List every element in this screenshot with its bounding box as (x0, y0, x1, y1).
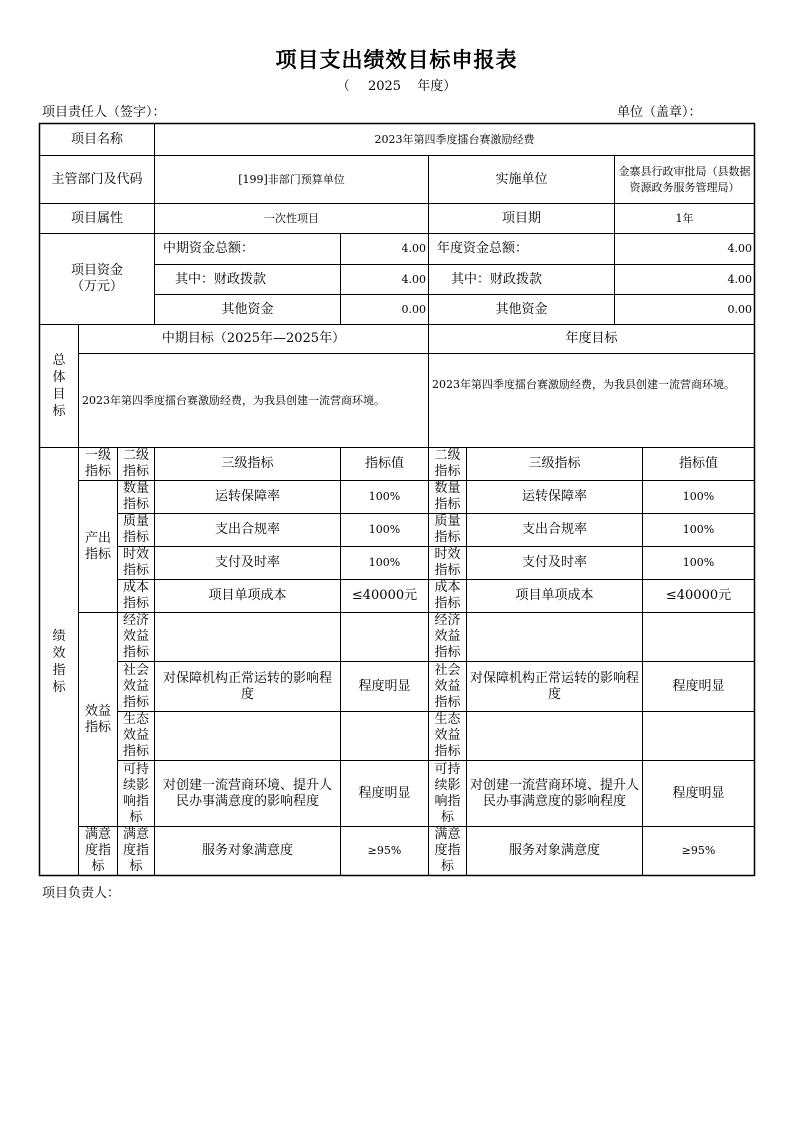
value-right: 程度明显 (672, 678, 725, 694)
value-left: 100% (368, 556, 401, 569)
value-left (341, 613, 428, 661)
level2-left: 社会效益指标 (122, 662, 149, 710)
annual-total-label: 年度资金总额： (437, 241, 529, 256)
benefit-indicators-label: 效益指标 (84, 703, 111, 735)
value-right: 100% (682, 490, 715, 503)
level3-right: 服务对象满意度 (508, 843, 600, 858)
level3-left: 运转保障率 (214, 489, 280, 504)
header-level1-left: 一级指标 (84, 448, 111, 479)
level2-right: 成本指标 (434, 580, 461, 611)
level3-right (467, 712, 642, 760)
output-indicators-label: 产出指标 (84, 530, 111, 562)
value-right (643, 712, 754, 760)
value-right (643, 613, 754, 661)
mid-total-value: 4.00 (401, 242, 426, 255)
annual-other-value: 0.00 (727, 302, 752, 316)
annual-total-value: 4.00 (727, 242, 752, 255)
level2-left: 满意度指标 (122, 827, 149, 874)
level2-right: 可持续影响指标 (434, 761, 461, 825)
annual-fiscal-label: 其中：财政拨款 (451, 271, 543, 287)
project-leader-label: 项目负责人： (42, 886, 121, 901)
level2-left: 经济效益指标 (122, 613, 149, 660)
level2-left: 成本指标 (122, 580, 149, 611)
level3-left: 对保障机构正常运转的影响程度 (162, 670, 332, 702)
annual-fiscal-value: 4.00 (727, 272, 752, 286)
level3-right: 对保障机构正常运转的影响程度 (470, 670, 640, 702)
header-level3-left: 三级指标 (221, 456, 274, 471)
value-left: 100% (368, 490, 401, 503)
level3-left: 对创建一流营商环境、提升人民办事满意度的影响程度 (162, 777, 332, 809)
level2-right: 质量指标 (434, 514, 461, 545)
mid-goal-header: 中期目标（2025年—2025年） (161, 331, 346, 346)
attribute-label: 项目属性 (70, 210, 123, 226)
level3-left: 支付及时率 (214, 555, 280, 570)
level3-right (467, 613, 642, 661)
implementer-label: 实施单位 (495, 171, 548, 187)
mid-fiscal-value: 4.00 (401, 272, 426, 286)
level2-right: 生态效益指标 (434, 712, 461, 759)
mid-other-label: 其他资金 (221, 301, 274, 317)
value-right: 100% (682, 523, 715, 536)
annual-goal-header: 年度目标 (565, 331, 618, 346)
level3-right: 对创建一流营商环境、提升人民办事满意度的影响程度 (470, 777, 640, 809)
project-name-label: 项目名称 (70, 131, 123, 147)
level3-left: 支出合规率 (214, 522, 280, 537)
level2-right: 满意度指标 (434, 827, 461, 874)
level3-right: 运转保障率 (521, 489, 587, 504)
responsible-signature-label: 项目责任人（签字）： (42, 105, 166, 120)
level2-left: 时效指标 (122, 547, 149, 578)
form-title: 项目支出绩效目标申报表 (275, 48, 518, 72)
value-left: 程度明显 (358, 785, 411, 801)
header-level3-right: 三级指标 (528, 456, 581, 471)
level2-left: 数量指标 (122, 481, 149, 512)
year-value: 2025 (367, 79, 402, 94)
value-right: 100% (682, 556, 715, 569)
level2-right: 数量指标 (434, 481, 461, 512)
level3-left (155, 712, 340, 760)
value-right: ≥95% (681, 844, 716, 857)
level2-left: 质量指标 (122, 514, 149, 545)
header-level2-left: 二级指标 (122, 448, 149, 479)
funds-label: 项目资金（万元） (70, 263, 123, 294)
level2-right: 时效指标 (434, 547, 461, 578)
value-right: ≤40000元 (665, 588, 732, 603)
period-value: 1年 (675, 211, 694, 225)
year-suffix: 年度） (417, 79, 457, 94)
mid-total-label: 中期资金总额： (163, 241, 255, 256)
value-left: 100% (368, 523, 401, 536)
value-right: 程度明显 (672, 785, 725, 801)
department-value: [199]非部门预算单位 (238, 172, 345, 186)
project-name-value: 2023年第四季度擂台赛激励经费 (374, 132, 535, 146)
header-value-right: 指标值 (678, 456, 718, 471)
attribute-value: 一次性项目 (264, 211, 319, 225)
level2-right: 经济效益指标 (434, 613, 461, 660)
satisfaction-indicators-label: 满意度指标 (84, 827, 111, 874)
level2-left: 可持续影响指标 (122, 761, 149, 825)
level3-right: 支付及时率 (521, 555, 587, 570)
level3-right: 项目单项成本 (515, 588, 594, 603)
period-label: 项目期 (501, 210, 541, 226)
value-left: ≤40000元 (351, 588, 418, 603)
annual-other-label: 其他资金 (495, 301, 548, 317)
unit-seal-label: 单位（盖章）： (617, 105, 702, 120)
year-open: （ (336, 79, 350, 94)
implementer-value: 金寨县行政审批局（县数据资源政务服务管理局） (618, 164, 751, 194)
header-level2-right: 二级指标 (434, 448, 461, 479)
mid-other-value: 0.00 (401, 302, 426, 316)
value-left (341, 712, 428, 760)
mid-goal-text: 2023年第四季度擂台赛激励经费，为我县创建一流营商环境。 (82, 393, 385, 407)
value-left: 程度明显 (358, 678, 411, 694)
value-left: ≥95% (367, 844, 402, 857)
level3-left: 服务对象满意度 (201, 843, 293, 858)
level3-right: 支出合规率 (521, 522, 587, 537)
level2-left: 生态效益指标 (122, 712, 149, 759)
level3-left: 项目单项成本 (208, 588, 287, 603)
annual-goal-text: 2023年第四季度擂台赛激励经费，为我县创建一流营商环境。 (432, 378, 735, 391)
mid-fiscal-label: 其中：财政拨款 (175, 271, 267, 287)
level3-left (155, 613, 340, 661)
level2-right: 社会效益指标 (434, 662, 461, 710)
department-label: 主管部门及代码 (51, 171, 143, 187)
overall-goals-label: 总体目标 (52, 353, 66, 419)
header-value-left: 指标值 (364, 456, 404, 471)
performance-indicators-label: 绩效指标 (52, 628, 66, 695)
